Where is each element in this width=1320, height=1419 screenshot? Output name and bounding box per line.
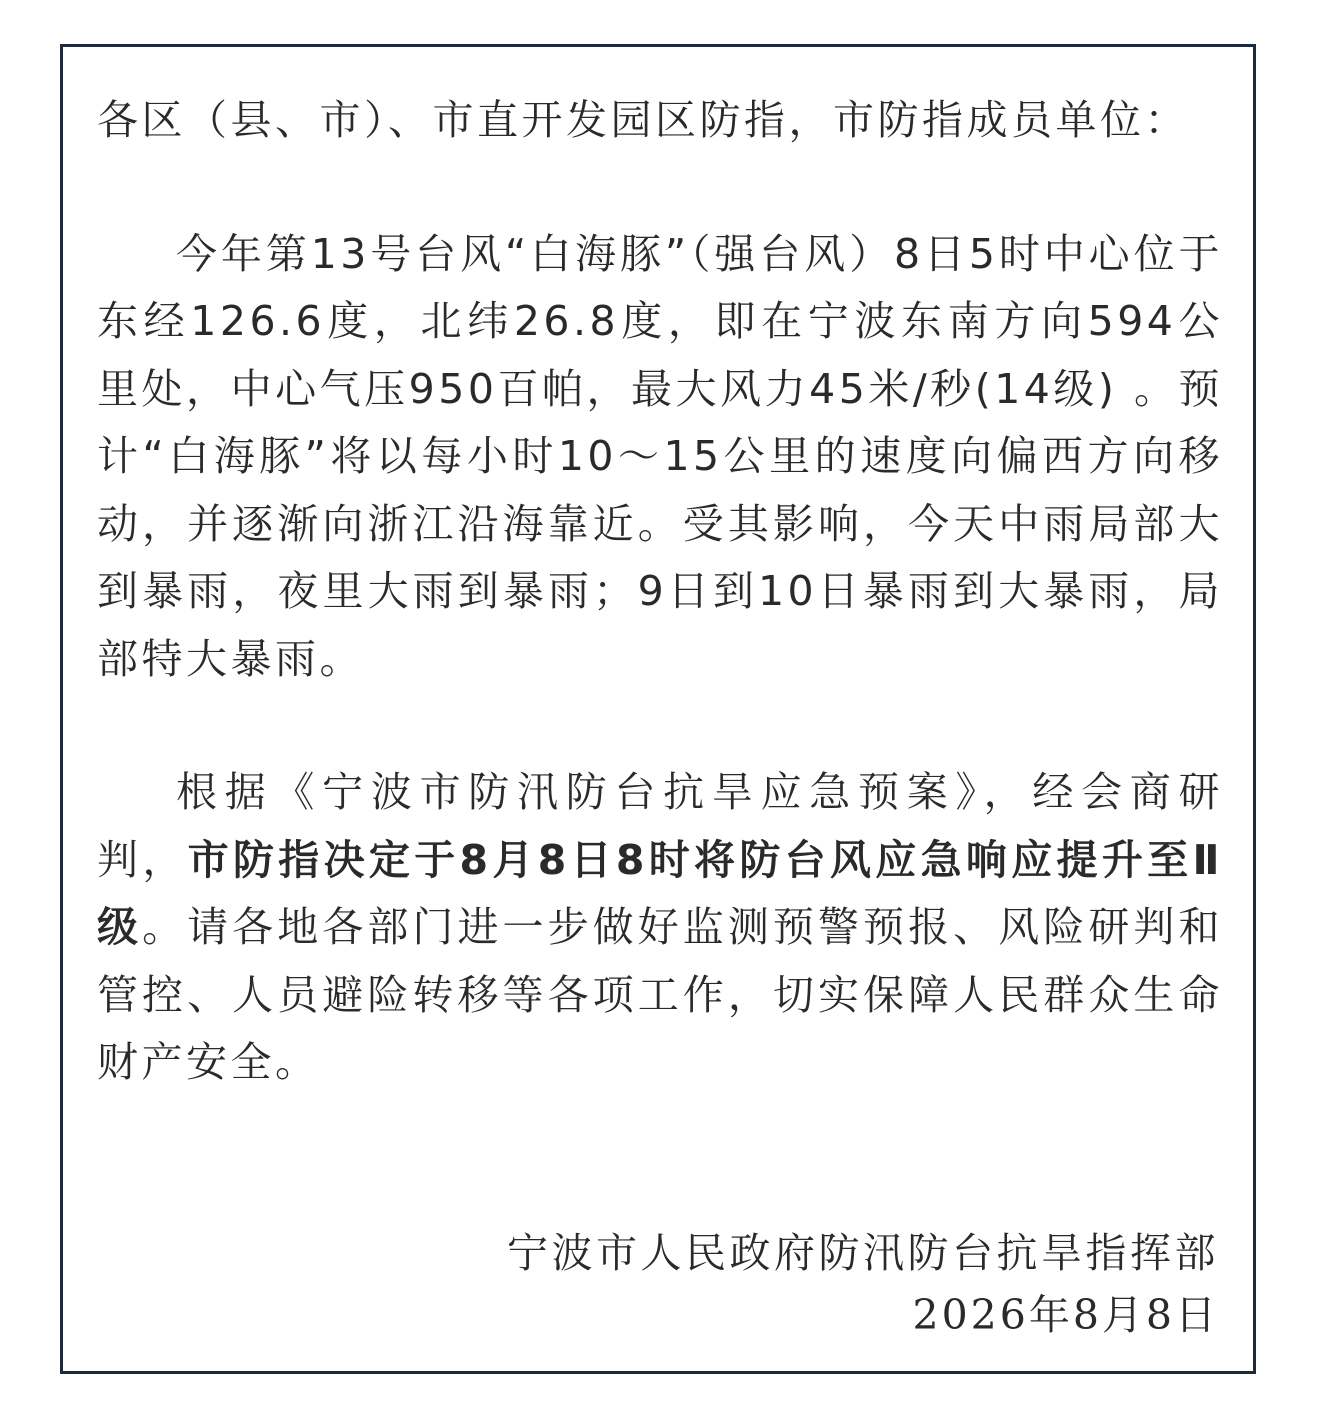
response-decision-paragraph (97, 759, 1223, 1097)
typhoon-forecast-paragraph: 今年第13号台风“白海豚”（强台风）8日5时中心位于东经126.6度，北纬26.8度，即在宁波东南方向594公里处，中心气压950百帕，最大风力45米/秒(14级) 。预计“白海豚”将以每小时10～15公里的速度向偏西方向移动，并逐渐向浙江沿海靠近。受其影响，今天中雨局部大到暴雨，夜里大雨到暴雨；9日到10日暴雨到大暴雨，局部特大暴雨。 (97, 229, 1223, 683)
salutation: 各区（县、市）、市直开发园区防指，市防指成员单位： (97, 96, 1189, 144)
emergency-response-upgrade-text: 市防指决定于8月8日8时将防台风应急响应提升至Ⅱ级 (97, 835, 1224, 951)
work-requirements-text: 。请各地各部门进一步做好监测预警预报、风险研判和管控、人员避险转移等各项工作，切实保障人民群众生命财产安全。 (97, 903, 1223, 1086)
signature-block (507, 1222, 1219, 1346)
issue-date: 2026年8月8日 (912, 1291, 1219, 1339)
notice-frame (60, 44, 1256, 1374)
decision-basis-text: 根据《宁波市防汛防台抗旱应急预案》，经会商研判， (97, 768, 1223, 884)
notice-body (97, 87, 1223, 1097)
issuing-organization: 宁波市人民政府防汛防台抗旱指挥部 (507, 1229, 1219, 1277)
